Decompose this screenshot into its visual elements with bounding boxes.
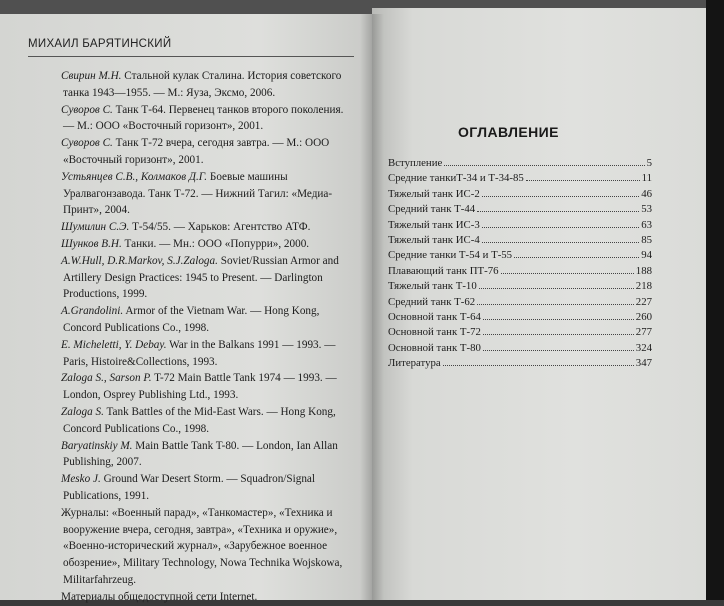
entry-author: A.W.Hull, D.R.Markov, S.J.Zaloga. xyxy=(61,254,218,267)
toc-leader-dots xyxy=(483,334,634,335)
toc-label: Средний танк Т-44 xyxy=(388,203,476,216)
bibliography-entry xyxy=(63,471,353,505)
toc-label: Тяжелый танк ИС-2 xyxy=(388,187,480,200)
bibliography-entry xyxy=(63,404,353,438)
toc-leader-dots xyxy=(483,350,634,351)
toc-label: Средние танки Т-54 и Т-55 xyxy=(388,249,513,262)
toc-leader-dots xyxy=(479,288,634,289)
toc-label: Основной танк Т-64 xyxy=(388,311,481,324)
entry-text: Armor of the Vietnam War. — Hong Kong, Concord Publications Co., 1998. xyxy=(63,305,320,334)
toc-leader-dots xyxy=(482,227,639,228)
toc-label: Плавающий танк ПТ-76 xyxy=(388,264,499,277)
running-head-rule xyxy=(28,56,354,57)
entry-text: Танки. — Мн.: ООО «Попурри», 2000. xyxy=(121,237,310,250)
toc-row xyxy=(388,295,652,310)
entry-author: Устьянцев С.В., Колмаков Д.Г. xyxy=(61,170,208,183)
bibliography-entry xyxy=(63,169,353,219)
entry-text: War in the Balkans 1991 — 1993. — Paris, Histoire&Collections, 1993. xyxy=(63,338,336,368)
toc-leader-dots xyxy=(482,196,639,197)
toc-row xyxy=(388,279,652,294)
toc-row xyxy=(388,310,652,325)
toc-page-number: 94 xyxy=(641,249,652,262)
entry-text: Танк Т-72 вчера, сегодня завтра. — М.: ООО «Восточный горизонт», 2001. xyxy=(63,137,330,166)
entry-author: Zaloga S., Sarson P. xyxy=(61,372,152,385)
entry-author: E. Micheletti, Y. Debay. xyxy=(61,338,167,351)
bibliography-entry xyxy=(63,370,353,404)
toc-page-number: 5 xyxy=(646,157,652,169)
entry-author: Суворов С. xyxy=(61,137,113,150)
running-head: МИХАИЛ БАРЯТИНСКИЙ xyxy=(28,38,172,50)
entry-author: Zaloga S. xyxy=(61,405,104,418)
bibliography-list xyxy=(63,68,353,606)
toc-label: Тяжелый танк ИС-4 xyxy=(388,234,480,247)
toc-label: Вступление xyxy=(388,157,443,169)
bibliography-entry xyxy=(63,253,353,303)
entry-author: Суворов С. xyxy=(61,103,113,116)
toc-row xyxy=(388,202,652,217)
toc-page-number: 227 xyxy=(635,295,652,308)
bibliography-entry xyxy=(63,505,353,589)
entry-text: Soviet/Russian Armor and Artillery Design Practices: 1945 to Present. — Darlington Productions, 1999. xyxy=(63,254,339,301)
bibliography-entry xyxy=(63,236,353,253)
toc-row xyxy=(388,264,652,279)
entry-text: Стальной кулак Сталина. История советского танка 1943—1955. — М.: Яуза, Эксмо, 2006. xyxy=(63,70,342,99)
toc-leader-dots xyxy=(501,273,634,274)
table-of-contents xyxy=(388,156,652,372)
toc-label: Литература xyxy=(388,357,441,370)
toc-label: Тяжелый танк ИС-3 xyxy=(388,218,480,231)
bibliography-entry xyxy=(63,102,353,136)
entry-author: Baryatinskiy M. xyxy=(61,439,133,452)
toc-label: Средний танк Т-62 xyxy=(388,295,476,308)
toc-leader-dots xyxy=(482,242,639,243)
entry-author: Шунков В.Н. xyxy=(61,237,122,250)
entry-text: Журналы: «Военный парад», «Танкомастер», «Техника и вооружение вчера, сегодня, завтра», «Техника и оружие», «Военно-исторический журнал», «Зарубежное военное обозрение», Military Technology, Nowa Technika Wojskowa, Militarfahrzeug. xyxy=(61,506,343,586)
toc-page-number: 53 xyxy=(641,203,652,216)
toc-row xyxy=(388,341,652,356)
bibliography-entry xyxy=(63,303,353,337)
toc-page-number: 188 xyxy=(635,264,652,277)
toc-page-number: 63 xyxy=(641,218,652,231)
toc-row xyxy=(388,233,652,248)
toc-label: Основной танк Т-72 xyxy=(388,326,481,339)
toc-page-number: 46 xyxy=(641,187,652,200)
toc-title: ОГЛАВЛЕНИЕ xyxy=(458,124,559,140)
toc-page-number: 324 xyxy=(635,341,652,354)
book-cover-edge xyxy=(706,0,724,600)
toc-row xyxy=(388,248,652,263)
toc-page-number: 218 xyxy=(635,280,652,293)
toc-page-number: 277 xyxy=(635,326,652,339)
toc-label: Тяжелый танк Т-10 xyxy=(388,280,477,293)
entry-author: A.Grandolini. xyxy=(61,305,124,318)
toc-leader-dots xyxy=(514,257,639,258)
toc-row xyxy=(388,218,652,233)
toc-label: Средние танкиТ-34 и Т-34-85 xyxy=(388,172,524,185)
toc-leader-dots xyxy=(477,304,634,305)
bibliography-entry xyxy=(63,219,353,236)
toc-page-number: 260 xyxy=(635,311,652,324)
toc-leader-dots xyxy=(477,211,639,212)
toc-label: Основной танк Т-80 xyxy=(388,341,481,354)
entry-author: Свирин М.Н. xyxy=(61,70,122,82)
entry-author: Mesko J. xyxy=(61,473,101,486)
entry-author: Шумилин С.Э. xyxy=(61,221,130,234)
entry-text: T-72 Main Battle Tank 1974 — 1993. — London, Osprey Publishing Ltd., 1993. xyxy=(63,372,337,402)
entry-text: Материалы общедоступной сети Internet. xyxy=(61,590,258,603)
toc-row xyxy=(388,156,652,171)
entry-text: Боевые машины Уралвагонзавода. Танк Т-72. — Нижний Тагил: «Медиа-Принт», 2004. xyxy=(63,170,333,217)
toc-row xyxy=(388,356,652,371)
toc-leader-dots xyxy=(526,180,640,181)
entry-text: Т-54/55. — Харьков: Агентство АТФ. xyxy=(129,221,311,234)
entry-text: Main Battle Tank T-80. — London, Ian Allan Publishing, 2007. xyxy=(63,439,338,469)
toc-page-number: 11 xyxy=(641,172,652,185)
bibliography-entry xyxy=(63,438,353,472)
bibliography-entry xyxy=(63,589,353,606)
toc-leader-dots xyxy=(444,165,644,166)
entry-text: Танк Т-64. Первенец танков второго поколения. — М.: ООО «Восточный горизонт», 2001. xyxy=(63,103,344,133)
bibliography-entry xyxy=(63,337,353,371)
toc-leader-dots xyxy=(443,365,634,366)
toc-row xyxy=(388,171,652,186)
bibliography-entry xyxy=(63,135,353,169)
toc-row xyxy=(388,325,652,340)
toc-leader-dots xyxy=(483,319,634,320)
entry-text: Tank Battles of the Mid-East Wars. — Hong Kong, Concord Publications Co., 1998. xyxy=(63,405,336,435)
toc-row xyxy=(388,187,652,202)
bibliography-entry xyxy=(63,68,353,102)
toc-page-number: 85 xyxy=(641,234,652,247)
entry-text: Ground War Desert Storm. — Squadron/Signal Publications, 1991. xyxy=(63,473,315,502)
toc-page-number: 347 xyxy=(635,357,652,370)
book-gutter xyxy=(360,14,384,600)
